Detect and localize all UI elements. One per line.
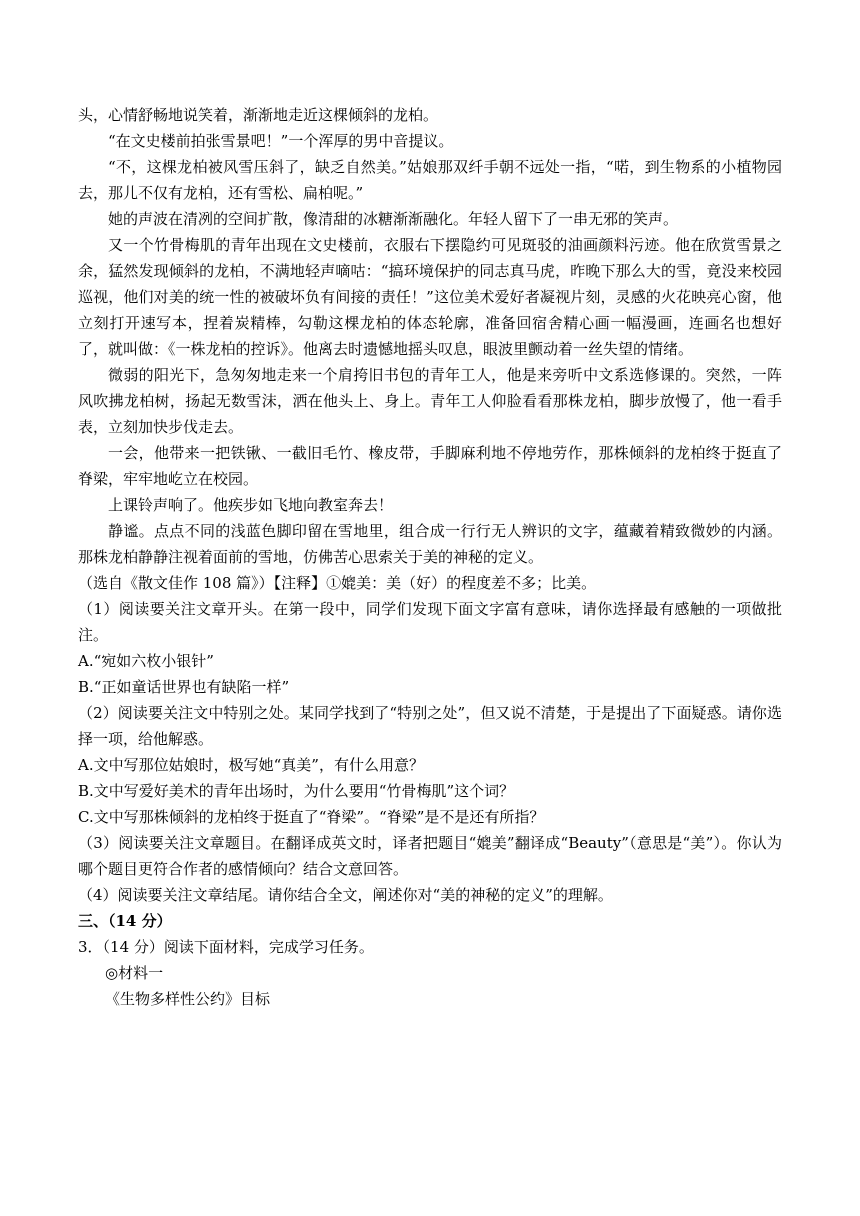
question-4: （4）阅读要关注文章结尾。请你结合全文，阐述你对“美的神秘的定义”的理解。 [78,886,613,904]
question-3: （3）阅读要关注文章题目。在翻译成英文时，译者把题目“媲美”翻译成“Beauty”（意思是“美”）。你认为哪个题目更符合作者的感情倾向？结合文意回答。 [78,834,782,878]
passage-paragraph: 她的声波在清冽的空间扩散，像清甜的冰糖渐渐融化。年轻人留下了一串无邪的笑声。 [108,210,679,228]
source-note: （选自《散文佳作 108 篇》）【注释】①媲美：美（好）的程度差不多；比美。 [78,574,597,592]
question-1-option-b: B.“正如童话世界也有缺陷一样” [78,678,290,696]
passage-paragraph: 一会，他带来一把铁锹、一截旧毛竹、橡皮带，手脚麻利地不停地劳作，那株倾斜的龙柏终于挺直了脊梁，牢牢地屹立在校园。 [78,444,782,488]
passage-paragraph: “在文史楼前拍张雪景吧！”一个浑厚的男中音提议。 [108,132,454,150]
passage-paragraph: 静谧。点点不同的浅蓝色脚印留在雪地里，组合成一行行无人辨识的文字，蕴藏着精致微妙的内涵。那株龙柏静静注视着面前的雪地，仿佛苦心思索关于美的神秘的定义。 [78,522,782,566]
section-heading: 三、（14 分） [78,912,172,930]
material-title: 《生物多样性公约》目标 [105,990,271,1008]
question-2-option-a: A.文中写那位姑娘时，极写她“真美”，有什么用意？ [78,756,424,774]
question-2: （2）阅读要关注文中特别之处。某同学找到了“特别之处”，但又说不清楚，于是提出了下面疑惑。请你选择一项，给他解惑。 [78,704,782,748]
question-1-option-a: A.“宛如六枚小银针” [78,652,214,670]
question-2-option-b: B.文中写爱好美术的青年出场时，为什么要用“竹骨梅肌”这个词？ [78,782,515,800]
passage-paragraph: 又一个竹骨梅肌的青年出现在文史楼前，衣服右下摆隐约可见斑驳的油画颜料污迹。他在欣赏雪景之余，猛然发现倾斜的龙柏，不满地轻声嘀咕：“搞环境保护的同志真马虎，昨晚下那么大的雪，竟没来校园巡视，他们对美的统一性的被破坏负有间接的责任！”这位美术爱好者凝视片刻，灵感的火花映亮心窗，他立刻打开速写本，捏着炭精棒，勾勒这棵龙柏的体态轮廓，准备回宿舍精心画一幅漫画，连画名也想好了，就叫做：《一株龙柏的控诉》。他离去时遗憾地摇头叹息，眼波里颤动着一丝失望的情绪。 [78,236,782,358]
section-item: 3．（14 分）阅读下面材料，完成学习任务。 [78,938,374,956]
passage-paragraph: 微弱的阳光下，急匆匆地走来一个肩挎旧书包的青年工人，他是来旁听中文系选修课的。突然，一阵风吹拂龙柏树，扬起无数雪沫，洒在他头上、身上。青年工人仰脸看看那株龙柏，脚步放慢了，他一看手表，立刻加快步伐走去。 [78,366,782,436]
document-page [78,102,782,1012]
passage-paragraph: 上课铃声响了。他疾步如飞地向教室奔去！ [108,496,394,514]
passage-paragraph: 头，心情舒畅地说笑着，渐渐地走近这棵倾斜的龙柏。 [78,106,439,124]
question-1: （1）阅读要关注文章开头。在第一段中，同学们发现下面文字富有意味，请你选择最有感触的一项做批注。 [78,600,782,644]
material-label: ◎材料一 [105,964,164,982]
question-2-option-c: C.文中写那株倾斜的龙柏终于挺直了“脊梁”。“脊梁”是不是还有所指？ [78,808,545,826]
passage-paragraph: “不，这棵龙柏被风雪压斜了，缺乏自然美。”姑娘那双纤手朝不远处一指，“喏，到生物系的小植物园去，那儿不仅有龙柏，还有雪松、扁柏呢。” [78,158,782,202]
